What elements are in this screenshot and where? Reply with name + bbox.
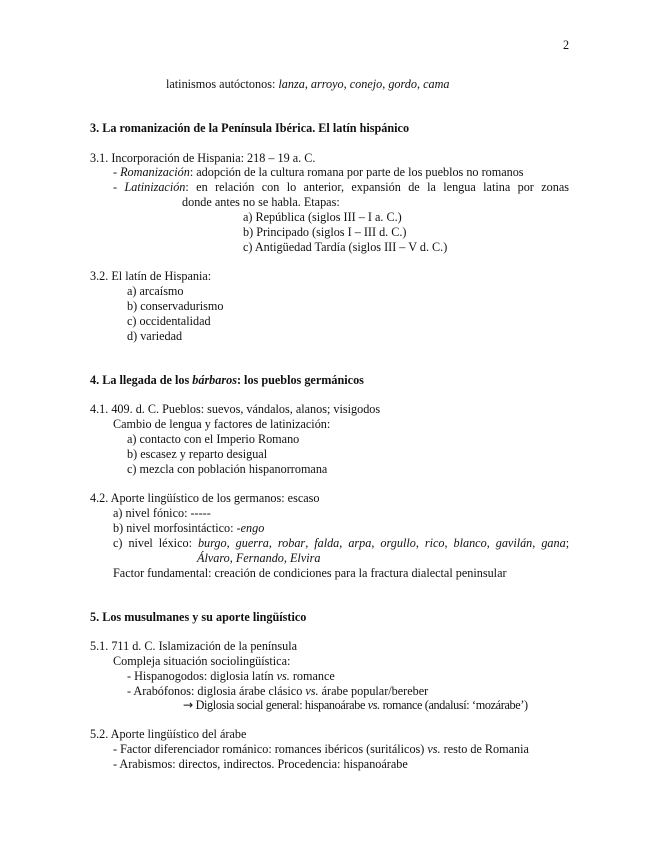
text-part: romance [289, 669, 335, 683]
list-item: a) arcaísmo [127, 284, 184, 298]
arrow-right-icon: → [183, 698, 193, 712]
section-5-1-sub: Compleja situación sociolingüística: [113, 654, 291, 668]
stage-item: b) Principado (siglos I – III d. C.) [243, 225, 407, 239]
lexico-word: gana [541, 536, 566, 550]
morfo-suffix: -engo [236, 521, 265, 535]
factor-diferenciador-line [113, 742, 529, 757]
text-part: resto de Romania [440, 742, 529, 756]
heading-part: 4. La llegada de los [90, 373, 193, 387]
morfo-line [113, 521, 264, 536]
diglosia-line [183, 698, 528, 713]
lexico-word: gavilán [495, 536, 533, 550]
text-part: - Arabófonos: diglosia árabe clásico [127, 684, 306, 698]
vs-abbrev: vs. [427, 742, 441, 756]
list-item: b) escasez y reparto desigual [127, 447, 268, 461]
morfo-label: b) nivel morfosintáctico: [113, 521, 237, 535]
stage-item: a) República (siglos III – I a. C.) [243, 210, 402, 224]
lexico-word: arpa [348, 536, 372, 550]
latinizacion-term: Latinización [124, 180, 186, 194]
latinisms-intro: latinismos autóctonos: [166, 77, 279, 91]
example-word: arroyo [310, 77, 344, 91]
text-part: Diglosia social general: hispanoárabe [192, 698, 368, 712]
romanizacion-line: - Romanización: adopción de la cultura romana por parte de los pueblos no romanos [113, 165, 524, 179]
section-5-2-title: 5.2. Aporte lingüístico del árabe [90, 727, 247, 741]
text-part: - Factor diferenciador románico: romances ibéricos (suritálicos) [113, 742, 428, 756]
latinizacion-definition: : en relación con lo anterior, expansión de la lengua latina por zonas [185, 180, 569, 194]
lexico-word: guerra [235, 536, 269, 550]
vs-abbrev: vs. [367, 698, 380, 712]
lexico-word: burgo [197, 536, 227, 550]
separator: , [382, 77, 389, 91]
example-word: conejo [349, 77, 383, 91]
list-item: c) mezcla con población hispanorromana [127, 462, 328, 476]
example-word: cama [423, 77, 450, 91]
hispanogodos-line [127, 669, 335, 684]
romanizacion-definition: : adopción de la cultura romana por parte de los pueblos no romanos [189, 165, 524, 179]
text-part: - Hispanogodos: diglosia latín [127, 669, 277, 683]
name-word: Fernando [235, 551, 284, 565]
list-item: d) variedad [127, 329, 183, 343]
heading-emphasis: bárbaros [192, 373, 237, 387]
section-4-heading [90, 373, 364, 388]
separator: , [417, 77, 424, 91]
heading-part: : los pueblos germánicos [236, 373, 364, 387]
list-item: a) contacto con el Imperio Romano [127, 432, 300, 446]
latinisms-line [166, 77, 450, 92]
section-4-2-title: 4.2. Aporte lingüístico de los germanos: escaso [90, 491, 320, 505]
stage-item: c) Antigüedad Tardía (siglos III – V d. C.) [243, 240, 448, 254]
section-3-2-title: 3.2. El latín de Hispania: [90, 269, 212, 283]
section-3-1-title: 3.1. Incorporación de Hispania: 218 – 19 a. C. [90, 151, 316, 165]
separator: , [343, 77, 350, 91]
arabismos-line: - Arabismos: directos, indirectos. Procedencia: hispanoárabe [113, 757, 408, 771]
list-item: c) occidentalidad [127, 314, 211, 328]
page-number: 2 [563, 38, 570, 52]
factor-line: Factor fundamental: creación de condiciones para la fractura dialectal peninsular [113, 566, 507, 580]
romanizacion-term: Romanización [120, 165, 190, 179]
arabofonos-line [127, 684, 428, 699]
latinizacion-continuation: donde antes no se habla. Etapas: [182, 195, 340, 209]
lexico-word: orgullo [380, 536, 416, 550]
text-part: romance (andalusí: ‘mozárabe’) [379, 698, 528, 712]
names-line: Álvaro, Fernando, Elvira [197, 551, 321, 565]
lexico-word: falda [314, 536, 340, 550]
text-part: árabe popular/bereber [318, 684, 429, 698]
name-word: Elvira [289, 551, 321, 565]
latinizacion-line: - Latinización: en relación con lo anterior, expansión de la lengua latina por zonas [113, 180, 569, 194]
section-4-1-sub: Cambio de lengua y factores de latinización: [113, 417, 331, 431]
vs-abbrev: vs. [305, 684, 319, 698]
name-word: Álvaro [197, 551, 230, 565]
section-5-1-title: 5.1. 711 d. C. Islamización de la península [90, 639, 298, 653]
section-4-1-title: 4.1. 409. d. C. Pueblos: suevos, vándalos, alanos; visigodos [90, 402, 381, 416]
lexico-word: blanco [453, 536, 487, 550]
lexico-label: c) nivel léxico: [113, 536, 198, 550]
section-3-heading: 3. La romanización de la Península Ibérica. El latín hispánico [90, 121, 410, 135]
lexico-line: c) nivel léxico: burgo, guerra, robar, falda, arpa, orgullo, rico, blanco, gavilán, gana; [113, 536, 570, 550]
lexico-word: robar [277, 536, 306, 550]
lexico-word: rico [424, 536, 445, 550]
vs-abbrev: vs. [276, 669, 290, 683]
section-5-heading: 5. Los musulmanes y su aporte lingüístico [90, 610, 307, 624]
example-word: lanza [278, 77, 305, 91]
fonico-line: a) nivel fónico: ----- [113, 506, 211, 520]
list-item: b) conservadurismo [127, 299, 224, 313]
separator: , [304, 77, 311, 91]
example-word: gordo [388, 77, 417, 91]
